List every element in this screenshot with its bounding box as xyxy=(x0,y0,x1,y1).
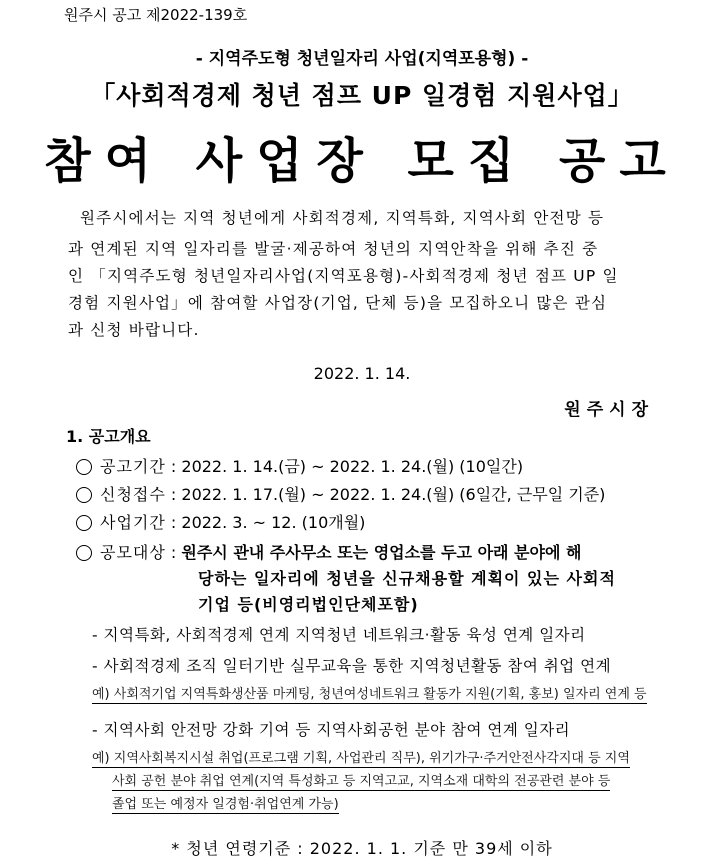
item-label: 공고기간 xyxy=(100,457,166,476)
item-value: 원주시 관내 주사무소 또는 영업소를 두고 아래 분야에 해 xyxy=(181,543,582,562)
overview-item-project-period: 사업기간 : 2022. 3. ~ 12. (10개월) xyxy=(76,510,365,533)
field-example: 사회 공헌 분야 취업 연계(지역 특성화고 등 지역고교, 지역소재 대학의 전공관련 분야 등 xyxy=(112,774,611,789)
intro-line: 인 「지역주도형 청년일자리사업(지역포용형)-사회적경제 청년 점프 UP 일 xyxy=(68,267,619,285)
item-value: 2022. 3. ~ 12. (10개월) xyxy=(181,513,366,532)
circle-bullet-icon xyxy=(76,515,92,531)
program-title: 「사회적경제 청년 점프 UP 일경험 지원사업」 xyxy=(90,81,634,110)
circle-bullet-icon xyxy=(76,487,92,503)
signer: 원주시장 xyxy=(564,400,654,420)
section-heading: 1. 공고개요 xyxy=(66,427,151,446)
item-label: 공모대상 xyxy=(100,543,166,562)
age-criteria-note: * 청년 연령기준 : 2022. 1. 1. 기준 만 39세 이하 xyxy=(171,839,553,858)
target-continued: 당하는 일자리에 청년을 신규채용할 계획이 있는 사회적 xyxy=(198,569,616,588)
circle-bullet-icon xyxy=(76,545,92,561)
field-item: - 지역사회 안전망 강화 기여 등 지역사회공헌 분야 참여 연계 일자리 xyxy=(92,721,571,739)
item-label: 사업기간 xyxy=(100,513,166,532)
overview-item-notice-period: 공고기간 : 2022. 1. 14.(금) ~ 2022. 1. 24.(월) (10일간) xyxy=(76,454,523,477)
item-label: 신청접수 xyxy=(100,485,166,504)
field-item: - 지역특화, 사회적경제 연계 지역청년 네트워크·활동 육성 연계 일자리 xyxy=(92,626,586,644)
target-continued: 기업 등(비영리법인단체포함) xyxy=(198,595,419,614)
main-title: 참여 사업장 모집 공고 xyxy=(44,133,680,189)
notice-date: 2022. 1. 14. xyxy=(313,364,411,383)
intro-line: 경험 지원사업」에 참여할 사업장(기업, 단체 등)을 모집하오니 많은 관심 xyxy=(68,294,608,312)
field-example: 졸업 또는 예정자 일경험·취업연계 가능) xyxy=(112,797,339,812)
field-item: - 사회적경제 조직 일터기반 실무교육을 통한 지역청년활동 참여 취업 연계 xyxy=(92,657,612,675)
item-value: 2022. 1. 17.(월) ~ 2022. 1. 24.(월) (6일간, 근무일 기준) xyxy=(181,485,606,504)
circle-bullet-icon xyxy=(76,459,92,475)
field-example: 예) 지역사회복지시설 취업(프로그램 기획, 사업관리 직무), 위기가구·주거안전사각지대 등 지역 xyxy=(92,751,630,766)
item-value: 2022. 1. 14.(금) ~ 2022. 1. 24.(월) (10일간) xyxy=(181,457,524,476)
intro-line: 원주시에서는 지역 청년에게 사회적경제, 지역특화, 지역사회 안전망 등 xyxy=(80,209,605,227)
field-example: 예) 사회적기업 지역특화생산품 마케팅, 청년여성네트워크 활동가 지원(기획, 홍보) 일자리 연계 등 xyxy=(92,687,647,702)
notice-number: 원주시 공고 제2022-139호 xyxy=(64,6,248,24)
program-subtitle: - 지역주도형 청년일자리 사업(지역포용형) - xyxy=(195,49,529,69)
intro-line: 과 연계된 지역 일자리를 발굴·제공하여 청년의 지역안착을 위해 추진 중 xyxy=(68,240,599,258)
intro-line: 과 신청 바랍니다. xyxy=(68,321,200,339)
overview-item-target: 공모대상 : 원주시 관내 주사무소 또는 영업소를 두고 아래 분야에 해 xyxy=(76,540,581,563)
overview-item-application: 신청접수 : 2022. 1. 17.(월) ~ 2022. 1. 24.(월) (6일간, 근무일 기준) xyxy=(76,482,605,505)
